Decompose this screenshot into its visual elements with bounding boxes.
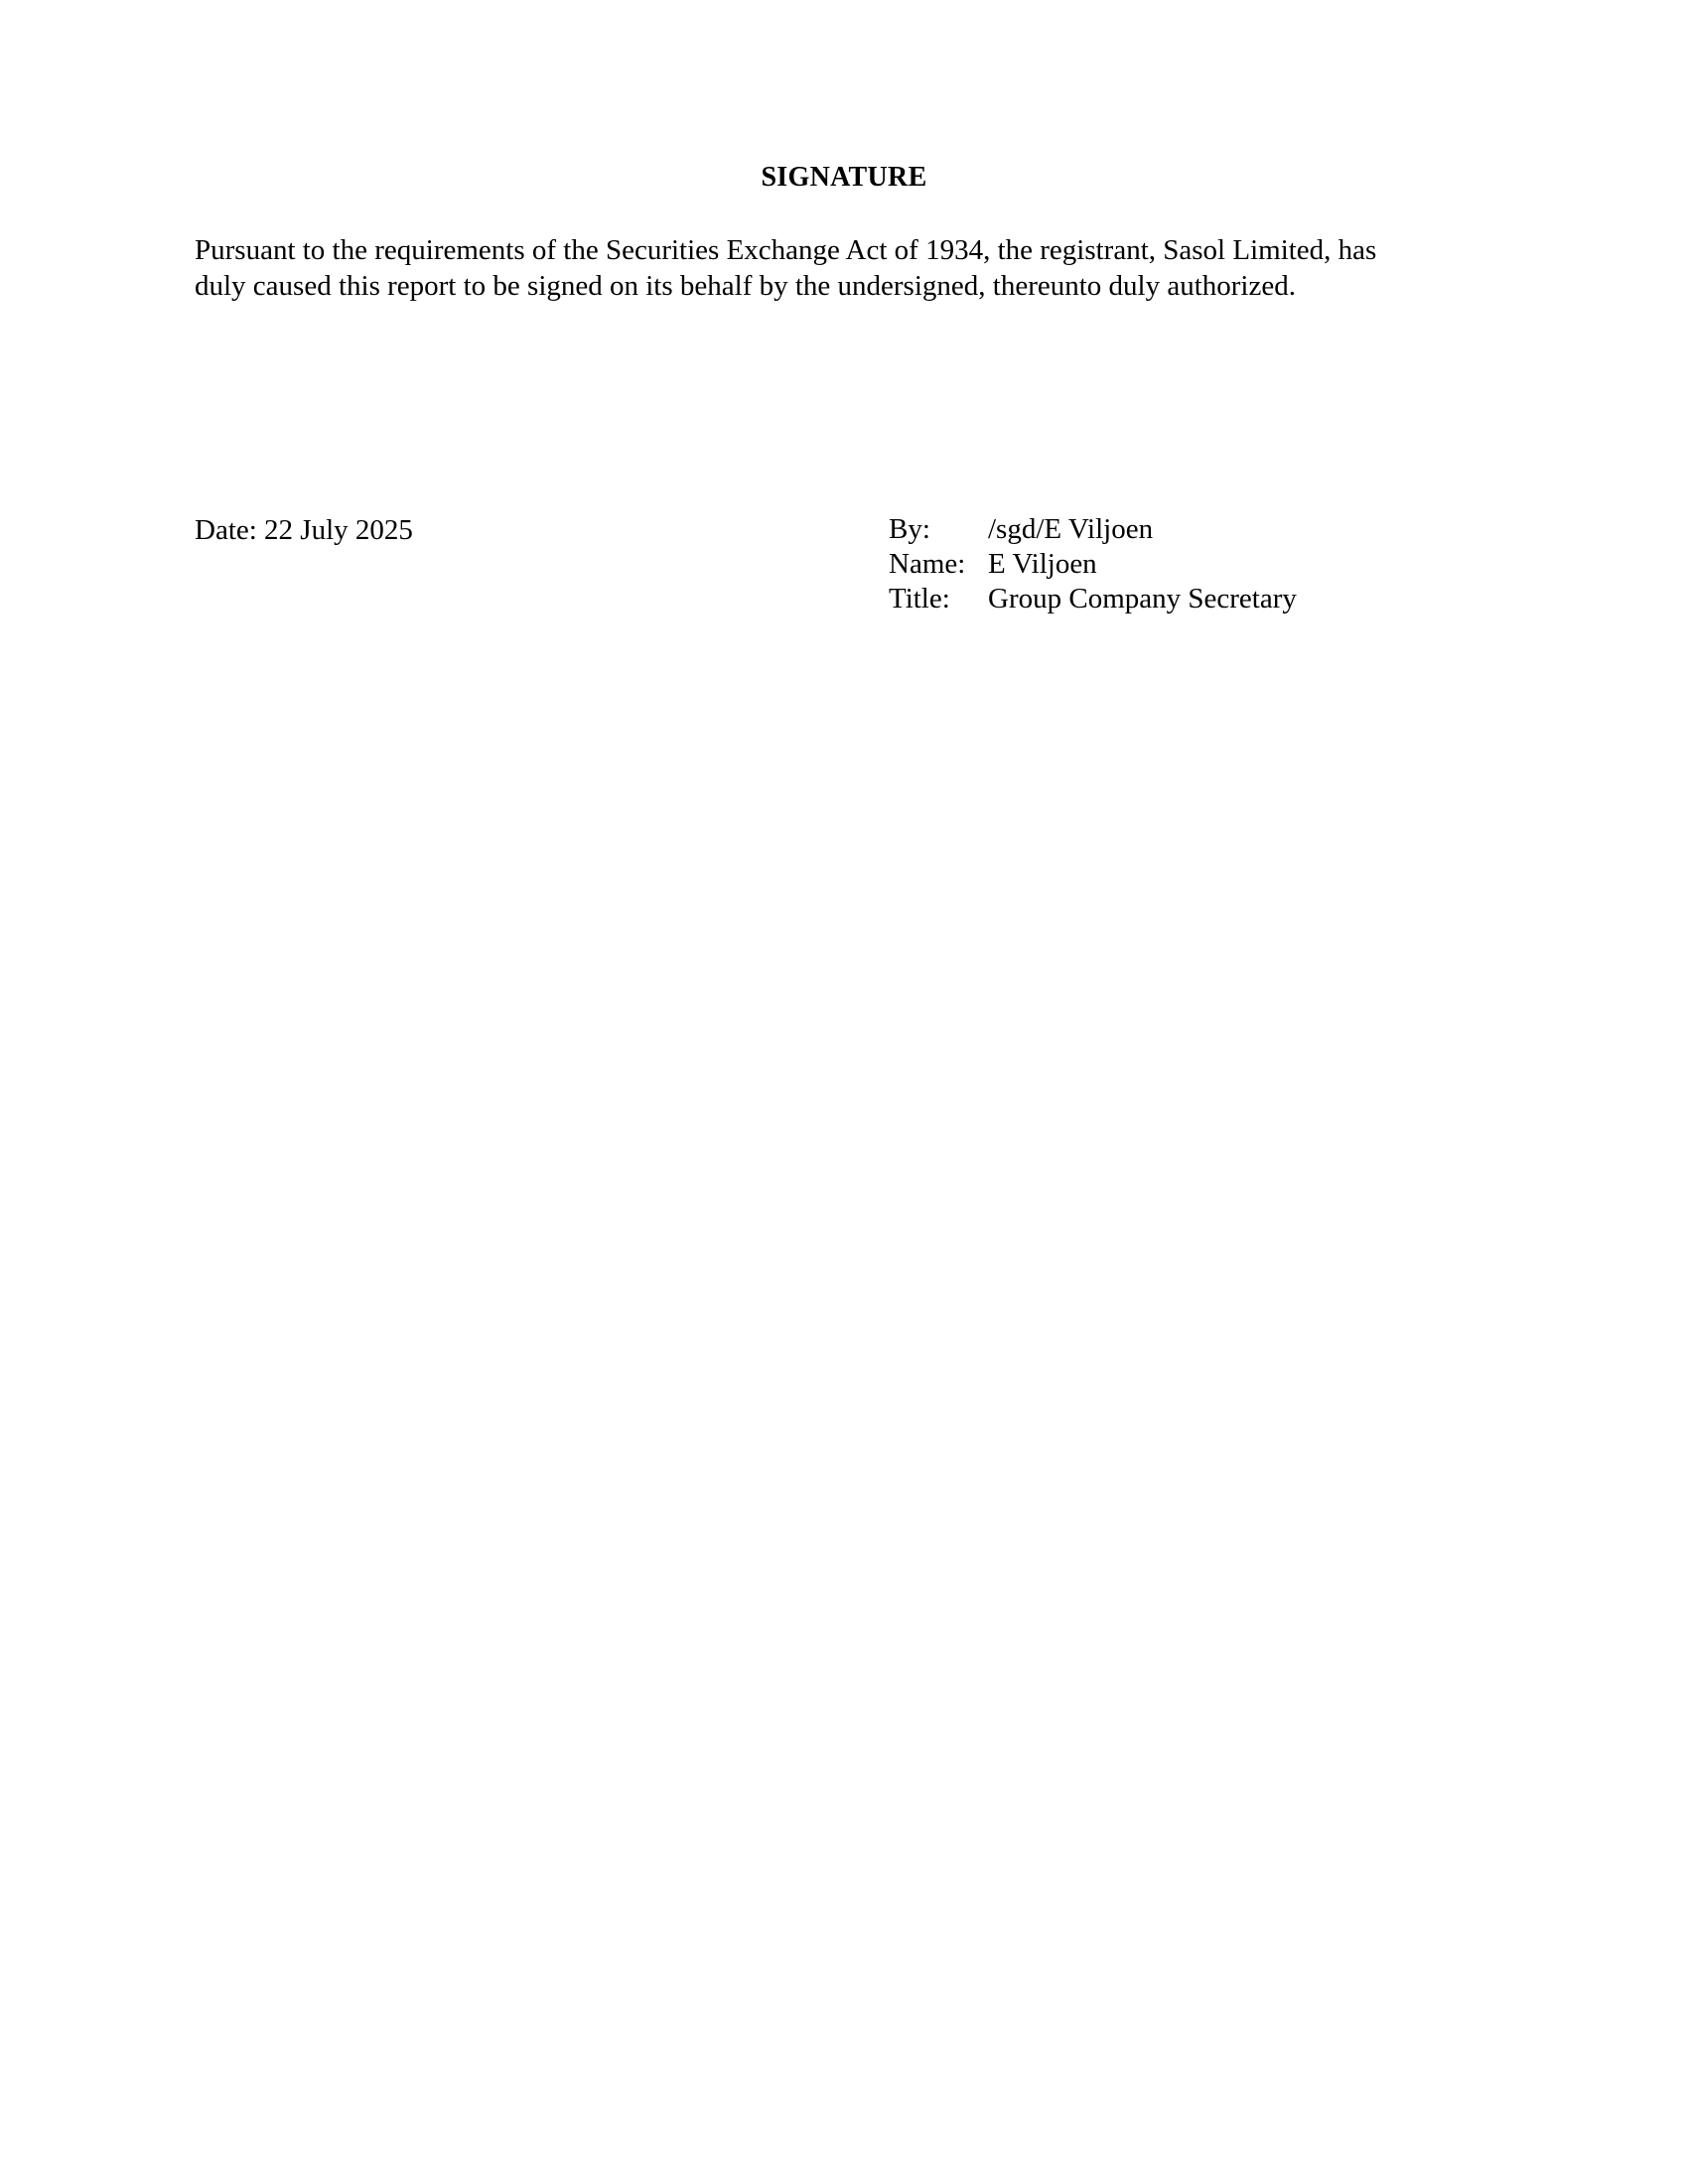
by-label: By: <box>889 513 930 545</box>
signature-date: Date: 22 July 2025 <box>195 514 413 546</box>
signature-name-row <box>889 547 1297 582</box>
signature-title-row <box>889 582 1297 616</box>
page-heading: SIGNATURE <box>761 162 927 193</box>
name-value: E Viljoen <box>988 548 1097 580</box>
title-label: Title: <box>889 583 950 614</box>
body-paragraph <box>195 232 1505 304</box>
by-value: /sgd/E Viljoen <box>988 513 1154 545</box>
title-value: Group Company Secretary <box>988 583 1297 614</box>
body-line-1: Pursuant to the requirements of the Securities Exchange Act of 1934, the registrant, Sasol Limited, has <box>195 234 1377 266</box>
signature-by-row <box>889 512 1297 547</box>
body-line-2: duly caused this report to be signed on its behalf by the undersigned, thereunto duly authorized. <box>195 270 1296 302</box>
signature-block <box>889 512 1297 616</box>
name-label: Name: <box>889 548 966 580</box>
